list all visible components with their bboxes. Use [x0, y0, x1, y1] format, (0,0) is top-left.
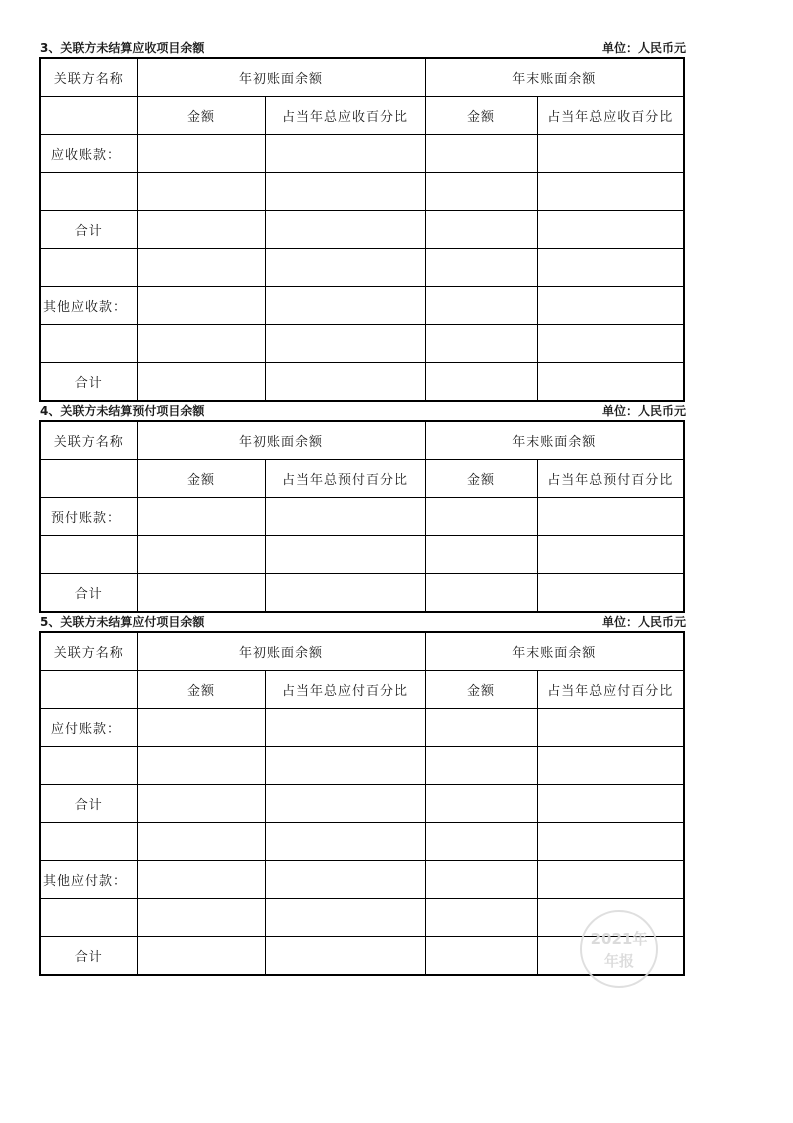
- begin-pct-header: 占当年总应付百分比: [265, 671, 425, 709]
- header-cell: [40, 460, 137, 498]
- row-label: [40, 173, 137, 211]
- cell: [137, 135, 265, 173]
- cell: [137, 823, 265, 861]
- begin-amount-header: 金额: [137, 671, 265, 709]
- cell: [265, 861, 425, 899]
- begin-balance-header: 年初账面余额: [137, 58, 425, 97]
- begin-amount-header: 金额: [137, 460, 265, 498]
- cell: [537, 325, 684, 363]
- annual-report-stamp: [580, 910, 658, 988]
- cell: [537, 211, 684, 249]
- cell: [137, 899, 265, 937]
- receivables-table: [39, 57, 685, 402]
- cell: [137, 937, 265, 976]
- cell: [425, 249, 537, 287]
- row-label: 合计: [40, 937, 137, 976]
- cell: [425, 363, 537, 402]
- end-pct-header: 占当年总预付百分比: [537, 460, 684, 498]
- cell: [265, 173, 425, 211]
- table-row: [40, 173, 684, 211]
- cell: [425, 747, 537, 785]
- table-row: [40, 211, 684, 249]
- section-5-heading: [40, 614, 686, 630]
- party-header: 关联方名称: [40, 421, 137, 460]
- cell: [137, 747, 265, 785]
- cell: [425, 135, 537, 173]
- end-pct-header: 占当年总应收百分比: [537, 97, 684, 135]
- cell: [137, 861, 265, 899]
- cell: [137, 249, 265, 287]
- cell: [265, 574, 425, 613]
- cell: [537, 574, 684, 613]
- cell: [537, 287, 684, 325]
- cell: [265, 709, 425, 747]
- row-label: [40, 823, 137, 861]
- section-3-unit: 单位：人民币元: [601, 41, 686, 55]
- table-row: [40, 249, 684, 287]
- row-label: 应收账款：: [40, 135, 137, 173]
- header-cell: [40, 671, 137, 709]
- cell: [537, 135, 684, 173]
- end-amount-header: 金额: [425, 671, 537, 709]
- cell: [137, 325, 265, 363]
- table-row: [40, 325, 684, 363]
- table-row: [40, 785, 684, 823]
- begin-pct-header: 占当年总预付百分比: [265, 460, 425, 498]
- section-4-title: 4、关联方未结算预付项目余额: [40, 404, 205, 418]
- end-amount-header: 金额: [425, 97, 537, 135]
- cell: [425, 574, 537, 613]
- begin-balance-header: 年初账面余额: [137, 632, 425, 671]
- row-label: 预付账款：: [40, 498, 137, 536]
- section-4-unit: 单位：人民币元: [601, 404, 686, 418]
- cell: [537, 249, 684, 287]
- row-label: [40, 899, 137, 937]
- cell: [137, 785, 265, 823]
- cell: [265, 823, 425, 861]
- cell: [137, 574, 265, 613]
- row-label: 合计: [40, 785, 137, 823]
- row-label: 合计: [40, 574, 137, 613]
- end-balance-header: 年末账面余额: [425, 632, 684, 671]
- cell: [425, 937, 537, 976]
- cell: [537, 823, 684, 861]
- row-label: [40, 325, 137, 363]
- section-4-heading: [40, 403, 686, 419]
- cell: [537, 363, 684, 402]
- cell: [425, 709, 537, 747]
- cell: [425, 173, 537, 211]
- cell: [137, 363, 265, 402]
- cell: [137, 211, 265, 249]
- table-row: [40, 363, 684, 402]
- end-balance-header: 年末账面余额: [425, 421, 684, 460]
- row-label: [40, 249, 137, 287]
- cell: [265, 498, 425, 536]
- cell: [537, 498, 684, 536]
- cell: [265, 363, 425, 402]
- cell: [137, 287, 265, 325]
- begin-balance-header: 年初账面余额: [137, 421, 425, 460]
- stamp-line-1: 2021年: [590, 930, 648, 948]
- row-label: 合计: [40, 211, 137, 249]
- row-label: 其他应付款：: [40, 861, 137, 899]
- cell: [425, 899, 537, 937]
- cell: [265, 747, 425, 785]
- cell: [265, 211, 425, 249]
- cell: [425, 823, 537, 861]
- row-label: [40, 536, 137, 574]
- cell: [537, 173, 684, 211]
- cell: [265, 249, 425, 287]
- cell: [137, 709, 265, 747]
- table-row: [40, 536, 684, 574]
- cell: [425, 325, 537, 363]
- row-label: 应付账款：: [40, 709, 137, 747]
- cell: [137, 498, 265, 536]
- party-header: 关联方名称: [40, 58, 137, 97]
- stamp-line-2: 年报: [603, 952, 634, 970]
- table-row: [40, 135, 684, 173]
- row-label: 其他应收款：: [40, 287, 137, 325]
- section-5-title: 5、关联方未结算应付项目余额: [40, 615, 205, 629]
- table-row: [40, 709, 684, 747]
- cell: [265, 785, 425, 823]
- section-5-unit: 单位：人民币元: [601, 615, 686, 629]
- cell: [425, 287, 537, 325]
- table-row: [40, 747, 684, 785]
- cell: [265, 135, 425, 173]
- table-row: [40, 574, 684, 613]
- end-pct-header: 占当年总应付百分比: [537, 671, 684, 709]
- row-label: 合计: [40, 363, 137, 402]
- section-3-heading: [40, 40, 686, 56]
- table-row: [40, 498, 684, 536]
- cell: [137, 536, 265, 574]
- row-label: [40, 747, 137, 785]
- cell: [537, 785, 684, 823]
- begin-amount-header: 金额: [137, 97, 265, 135]
- cell: [425, 211, 537, 249]
- cell: [137, 173, 265, 211]
- cell: [425, 861, 537, 899]
- cell: [537, 861, 684, 899]
- cell: [265, 325, 425, 363]
- end-amount-header: 金额: [425, 460, 537, 498]
- end-balance-header: 年末账面余额: [425, 58, 684, 97]
- section-3-title: 3、关联方未结算应收项目余额: [40, 41, 205, 55]
- cell: [425, 498, 537, 536]
- cell: [537, 709, 684, 747]
- table-row: [40, 861, 684, 899]
- cell: [425, 536, 537, 574]
- cell: [425, 785, 537, 823]
- table-row: [40, 287, 684, 325]
- party-header: 关联方名称: [40, 632, 137, 671]
- prepayments-table: [39, 420, 685, 613]
- cell: [265, 287, 425, 325]
- table-row: [40, 823, 684, 861]
- cell: [265, 937, 425, 976]
- cell: [537, 747, 684, 785]
- cell: [265, 536, 425, 574]
- begin-pct-header: 占当年总应收百分比: [265, 97, 425, 135]
- cell: [265, 899, 425, 937]
- cell: [537, 536, 684, 574]
- header-cell: [40, 97, 137, 135]
